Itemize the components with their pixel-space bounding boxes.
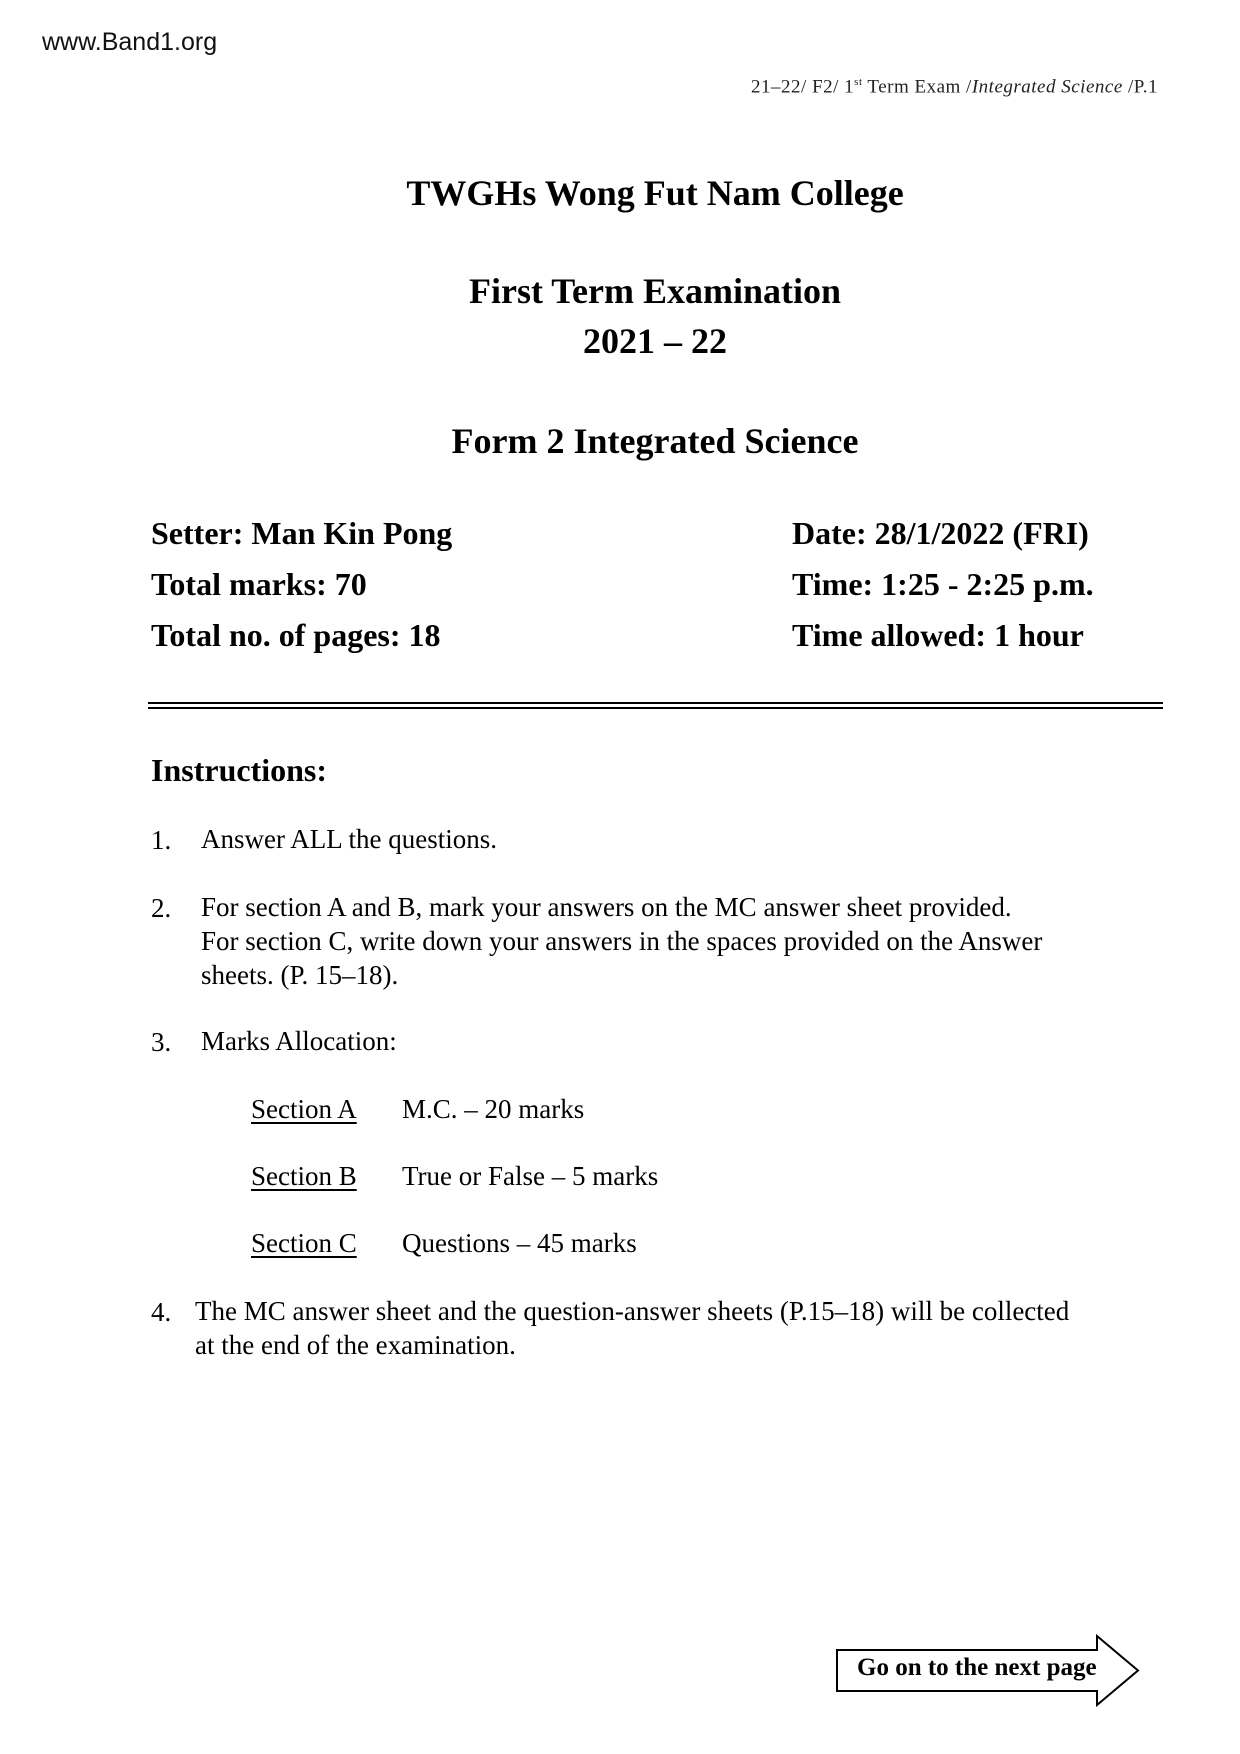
exam-date: Date: 28/1/2022 (FRI)	[792, 515, 1089, 551]
instruction-line: Marks Allocation:	[201, 1026, 397, 1056]
instruction-text	[201, 1024, 397, 1058]
running-header	[751, 76, 1158, 98]
instructions-heading: Instructions:	[151, 752, 328, 788]
instruction-line: For section C, write down your answers in the spaces provided on the Answer	[201, 926, 1043, 956]
running-header-prefix: 21–22/ F2/ 1	[751, 76, 855, 98]
instruction-number: 4.	[151, 1297, 172, 1327]
setter: Setter: Man Kin Pong	[151, 515, 453, 551]
watermark: www.Band1.org	[42, 28, 218, 56]
time-allowed: Time allowed: 1 hour	[792, 617, 1084, 653]
running-header-ordinal: st	[854, 76, 863, 88]
instruction-line: at the end of the examination.	[195, 1330, 516, 1360]
exam-year: 2021 – 22	[583, 321, 727, 361]
total-marks: Total marks: 70	[151, 566, 367, 602]
exam-name: First Term Examination	[468, 271, 841, 311]
instruction-text	[195, 1294, 1069, 1362]
instruction-line: Answer ALL the questions.	[201, 824, 497, 854]
instruction-line: For section A and B, mark your answers on the MC answer sheet provided.	[201, 892, 1012, 922]
total-pages: Total no. of pages: 18	[151, 617, 441, 653]
instruction-number: 2.	[151, 893, 172, 923]
divider-top	[148, 702, 1163, 704]
instruction-text	[201, 822, 497, 856]
section-a-name: Section A	[251, 1094, 357, 1124]
exam-time: Time: 1:25 - 2:25 p.m.	[792, 566, 1094, 602]
divider-bottom	[148, 707, 1163, 709]
running-header-suffix: /P.1	[1122, 76, 1158, 98]
school-name: TWGHs Wong Fut Nam College	[406, 173, 904, 213]
section-a-desc: M.C. – 20 marks	[402, 1094, 585, 1124]
instruction-number: 3.	[151, 1027, 172, 1057]
running-header-middle: Term Exam /	[862, 76, 972, 98]
next-page-arrow	[835, 1634, 1140, 1707]
next-page-label: Go on to the next page	[857, 1654, 1097, 1681]
instruction-text	[201, 890, 1042, 992]
instruction-line: sheets. (P. 15–18).	[201, 960, 399, 990]
section-c-desc: Questions – 45 marks	[402, 1228, 637, 1258]
section-b-desc: True or False – 5 marks	[402, 1161, 659, 1191]
section-c-name: Section C	[251, 1228, 357, 1258]
section-b-name: Section B	[251, 1161, 357, 1191]
exam-subject: Form 2 Integrated Science	[451, 421, 859, 461]
running-header-subject: Integrated Science	[971, 76, 1123, 98]
instruction-line: The MC answer sheet and the question-answer sheets (P.15–18) will be collected	[195, 1296, 1070, 1326]
instruction-number: 1.	[151, 825, 172, 855]
